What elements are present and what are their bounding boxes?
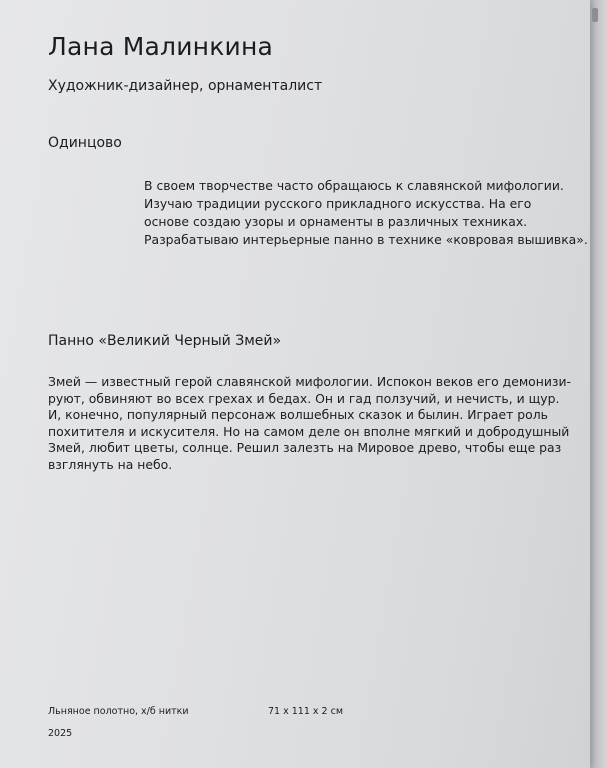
description-line: взглянуть на небо. <box>48 456 173 472</box>
bio-line: В своем творчестве часто обращаюсь к славянской мифологии. <box>144 178 564 193</box>
work-description <box>48 374 572 474</box>
work-dimensions: 71 x 111 x 2 см <box>268 706 343 717</box>
wall-edge <box>590 0 607 768</box>
work-year: 2025 <box>48 728 73 739</box>
description-line: Змей, любит цветы, солнце. Решил залезть на Мировое древо, чтобы еще раз <box>48 440 562 456</box>
artist-role: Художник-дизайнер, орнаменталист <box>48 78 323 94</box>
description-line: руют, обвиняют во всех грехах и бедах. Он и гад ползучий, и нечисть, и щур. <box>48 390 560 406</box>
work-materials: Льняное полотно, х/б нитки <box>48 706 189 717</box>
description-line: Змей — известный герой славянской мифологии. Испокон веков его демонизи- <box>48 374 572 389</box>
artist-bio <box>144 177 588 249</box>
artist-city: Одинцово <box>48 135 122 151</box>
artist-name: Лана Малинкина <box>48 32 274 61</box>
work-title: Панно «Великий Черный Змей» <box>48 333 282 349</box>
mount-pin <box>592 8 598 22</box>
bio-line: основе создаю узоры и орнаменты в различных техниках. <box>144 214 528 229</box>
description-line: похитителя и искусителя. Но на самом деле он вполне мягкий и добродушный <box>48 423 570 439</box>
description-line: И, конечно, популярный персонаж волшебных сказок и былин. Играет роль <box>48 407 548 423</box>
bio-line: Изучаю традиции русского прикладного искусства. На его <box>144 196 532 211</box>
bio-line: Разрабатываю интерьерные панно в технике «ковровая вышивка». <box>144 232 588 247</box>
